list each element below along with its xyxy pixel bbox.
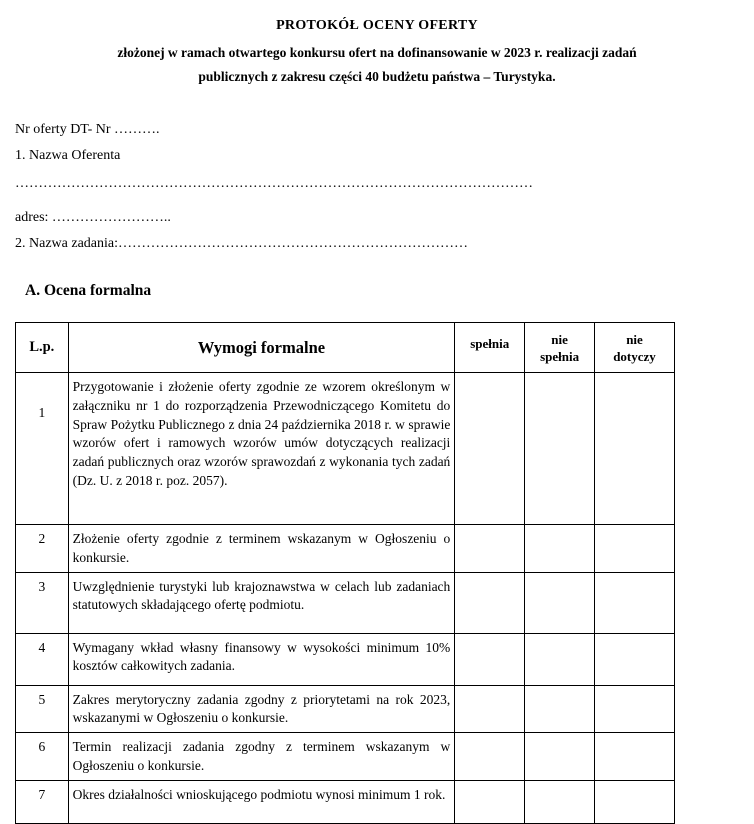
requirement-text-content: Termin realizacji zadania zgodny z terminem wskazanym w Ogłoszeniu o konkursie.	[72, 739, 451, 773]
table-row	[16, 525, 675, 573]
cell-not-applicable[interactable]	[595, 633, 675, 685]
requirement-text-content: Zakres merytoryczny zadania zgodny z priorytetami na rok 2023, wskazanymi w Ogłoszeniu o konkursie.	[72, 691, 451, 726]
cell-not-applicable[interactable]	[595, 373, 675, 525]
header-not-applicable-line2: dotyczy	[613, 348, 656, 364]
offerer-name-label: 1. Nazwa Oferenta	[15, 148, 121, 163]
row-number: 6	[16, 733, 69, 781]
requirement-text	[68, 633, 455, 685]
table-row	[16, 685, 675, 733]
row-number: 3	[16, 572, 69, 633]
requirement-text-content: Złożenie oferty zgodnie z terminem wskazanym w Ogłoszeniu o konkursie.	[72, 531, 451, 565]
table-row	[16, 373, 675, 525]
cell-meets[interactable]	[455, 572, 525, 633]
requirement-text-content: Okres działalności wnioskującego podmiotu wynosi minimum 1 rok.	[72, 786, 446, 802]
row-number: 4	[16, 633, 69, 685]
requirement-text	[68, 780, 455, 823]
offerer-name-field[interactable]: …………………………………………………………………………………………………	[15, 176, 533, 191]
cell-meets[interactable]	[455, 780, 525, 823]
table-row	[16, 733, 675, 781]
header-not-meets-line1: nie	[551, 331, 568, 347]
requirement-text	[68, 733, 455, 781]
table-row	[16, 780, 675, 823]
table-header-row	[16, 323, 675, 373]
cell-meets[interactable]	[455, 633, 525, 685]
header-not-meets	[525, 323, 595, 373]
document-title: PROTOKÓŁ OCENY OFERTY	[276, 18, 478, 33]
task-name-field[interactable]: 2. Nazwa zadania:…………………………………………………………………	[15, 236, 468, 251]
cell-not-applicable[interactable]	[595, 780, 675, 823]
cell-meets[interactable]	[455, 733, 525, 781]
row-number: 2	[16, 525, 69, 573]
subtitle-line-1: złożonej w ramach otwartego konkursu ofert na dofinansowanie w 2023 r. realizacji zadań	[117, 45, 637, 60]
cell-not-meets[interactable]	[525, 373, 595, 525]
row-number: 7	[16, 780, 69, 823]
requirement-text-content: Uwzględnienie turystyki lub krajoznawstwa w celach lub zadaniach statutowych składającego ofertę podmiotu.	[72, 578, 451, 613]
cell-not-meets[interactable]	[525, 733, 595, 781]
cell-not-applicable[interactable]	[595, 733, 675, 781]
cell-not-meets[interactable]	[525, 780, 595, 823]
row-number: 1	[16, 373, 69, 525]
header-lp: L.p.	[16, 323, 69, 373]
table-row	[16, 633, 675, 685]
cell-meets[interactable]	[455, 525, 525, 573]
requirement-text	[68, 373, 455, 525]
requirement-text	[68, 525, 455, 573]
requirement-text-content: Wymagany wkład własny finansowy w wysokości minimum 10% kosztów całkowitych zadania.	[72, 639, 451, 674]
cell-not-applicable[interactable]	[595, 525, 675, 573]
subtitle-line-2: publicznych z zakresu części 40 budżetu państwa – Turystyka.	[198, 69, 556, 84]
header-not-applicable	[595, 323, 675, 373]
header-not-meets-line2: spełnia	[540, 348, 580, 364]
requirement-text	[68, 572, 455, 633]
header-requirements: Wymogi formalne	[68, 323, 455, 373]
address-field[interactable]: adres: ……………………..	[15, 210, 171, 225]
cell-not-meets[interactable]	[525, 525, 595, 573]
offer-number-field[interactable]: Nr oferty DT- Nr ……….	[15, 122, 160, 137]
cell-meets[interactable]	[455, 373, 525, 525]
header-meets: spełnia	[455, 323, 525, 373]
cell-not-meets[interactable]	[525, 633, 595, 685]
cell-not-applicable[interactable]	[595, 685, 675, 733]
cell-not-meets[interactable]	[525, 685, 595, 733]
document-subtitle	[20, 41, 734, 89]
cell-not-applicable[interactable]	[595, 572, 675, 633]
table-row	[16, 572, 675, 633]
header-not-applicable-line1: nie	[626, 331, 643, 347]
formal-requirements-table	[15, 322, 675, 824]
cell-not-meets[interactable]	[525, 572, 595, 633]
section-heading: A. Ocena formalna	[25, 282, 152, 299]
row-number: 5	[16, 685, 69, 733]
cell-meets[interactable]	[455, 685, 525, 733]
requirement-text-content: Przygotowanie i złożenie oferty zgodnie ze wzorem określonym w załączniku nr 1 do rozporządzenia Przewodniczącego Komitetu do Spraw Pożytku Publicznego z dnia 24 października 2018 r. w sprawie wzorów ofert i ramowych wzorów umów dotyczących realizacji zadań publicznych oraz wzorów sprawozdań z wykonania tych zadań (Dz. U. z 2018 r. poz. 2057).	[72, 379, 451, 488]
requirement-text	[68, 685, 455, 733]
